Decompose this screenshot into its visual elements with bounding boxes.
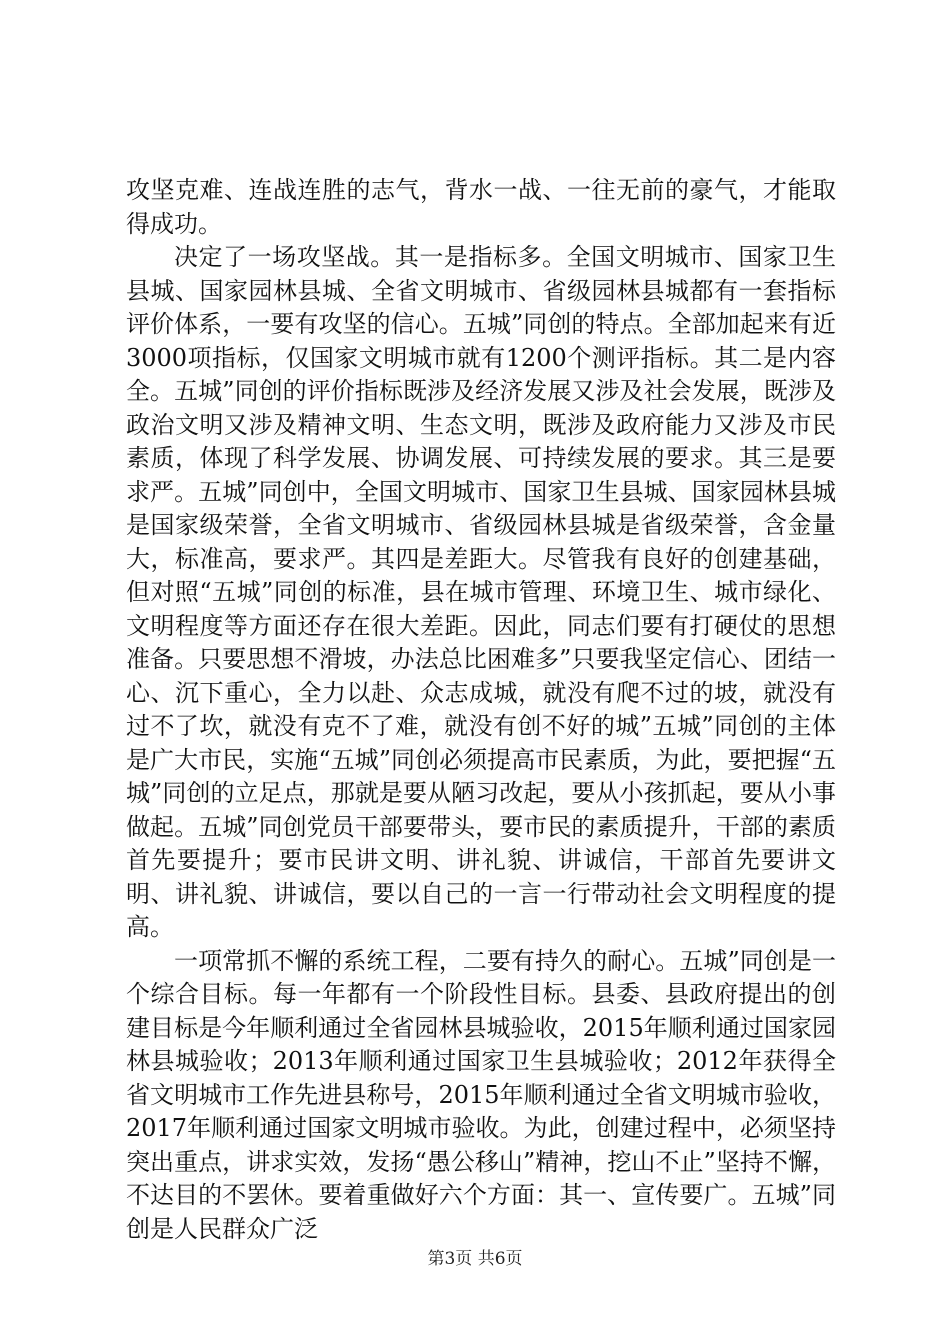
paragraph-3: 一项常抓不懈的系统工程，二要有持久的耐心。五城”同创是一个综合目标。每一年都有一个阶段性目标。县委、县政府提出的创建目标是今年顺利通过全省园林县城验收，2015年顺利通过国家园林县城验收；2013年顺利通过国家卫生县城验收；2012年获得全省文明城市工作先进县称号，2015年顺利通过全省文明城市验收，2017年顺利通过国家文明城市验收。为此，创建过程中，必须坚持突出重点，讲求实效，发扬“愚公移山”精神，挖山不止”坚持不懈，不达目的不罢休。要着重做好六个方面：其一、宣传要广。五城”同创是人民群众广泛 <box>126 946 836 1243</box>
page-footer <box>0 1244 950 1269</box>
page-number-label: 第3页 共6页 <box>427 1249 523 1269</box>
body-text <box>126 174 836 1246</box>
paragraph-2: 决定了一场攻坚战。其一是指标多。全国文明城市、国家卫生县城、国家园林县城、全省文明城市、省级园林县城都有一套指标评价体系，一要有攻坚的信心。五城”同创的特点。全部加起来有近3000项指标，仅国家文明城市就有1200个测评指标。其二是内容全。五城”同创的评价指标既涉及经济发展又涉及社会发展，既涉及政治文明又涉及精神文明、生态文明，既涉及政府能力又涉及市民素质，体现了科学发展、协调发展、可持续发展的要求。其三是要求严。五城”同创中，全国文明城市、国家卫生县城、国家园林县城是国家级荣誉，全省文明城市、省级园林县城是省级荣誉，含金量大，标准高，要求严。其四是差距大。尽管我有良好的创建基础，但对照“五城”同创的标准，县在城市管理、环境卫生、城市绿化、文明程度等方面还存在很大差距。因此，同志们要有打硬仗的思想准备。只要思想不滑坡，办法总比困难多”只要我坚定信心、团结一心、沉下重心，全力以赴、众志成城，就没有爬不过的坡，就没有过不了坎，就没有克不了难，就没有创不好的城”五城”同创的主体是广大市民，实施“五城”同创必须提高市民素质，为此，要把握“五城”同创的立足点，那就是要从陋习改起，要从小孩抓起，要从小事做起。五城”同创党员干部要带头，要市民的素质提升，干部的素质首先要提升；要市民讲文明、讲礼貌、讲诚信，干部首先要讲文明、讲礼貌、讲诚信，要以自己的一言一行带动社会文明程度的提高。 <box>126 243 836 941</box>
paragraph-1: 攻坚克难、连战连胜的志气，背水一战、一往无前的豪气，才能取得成功。 <box>126 176 836 238</box>
